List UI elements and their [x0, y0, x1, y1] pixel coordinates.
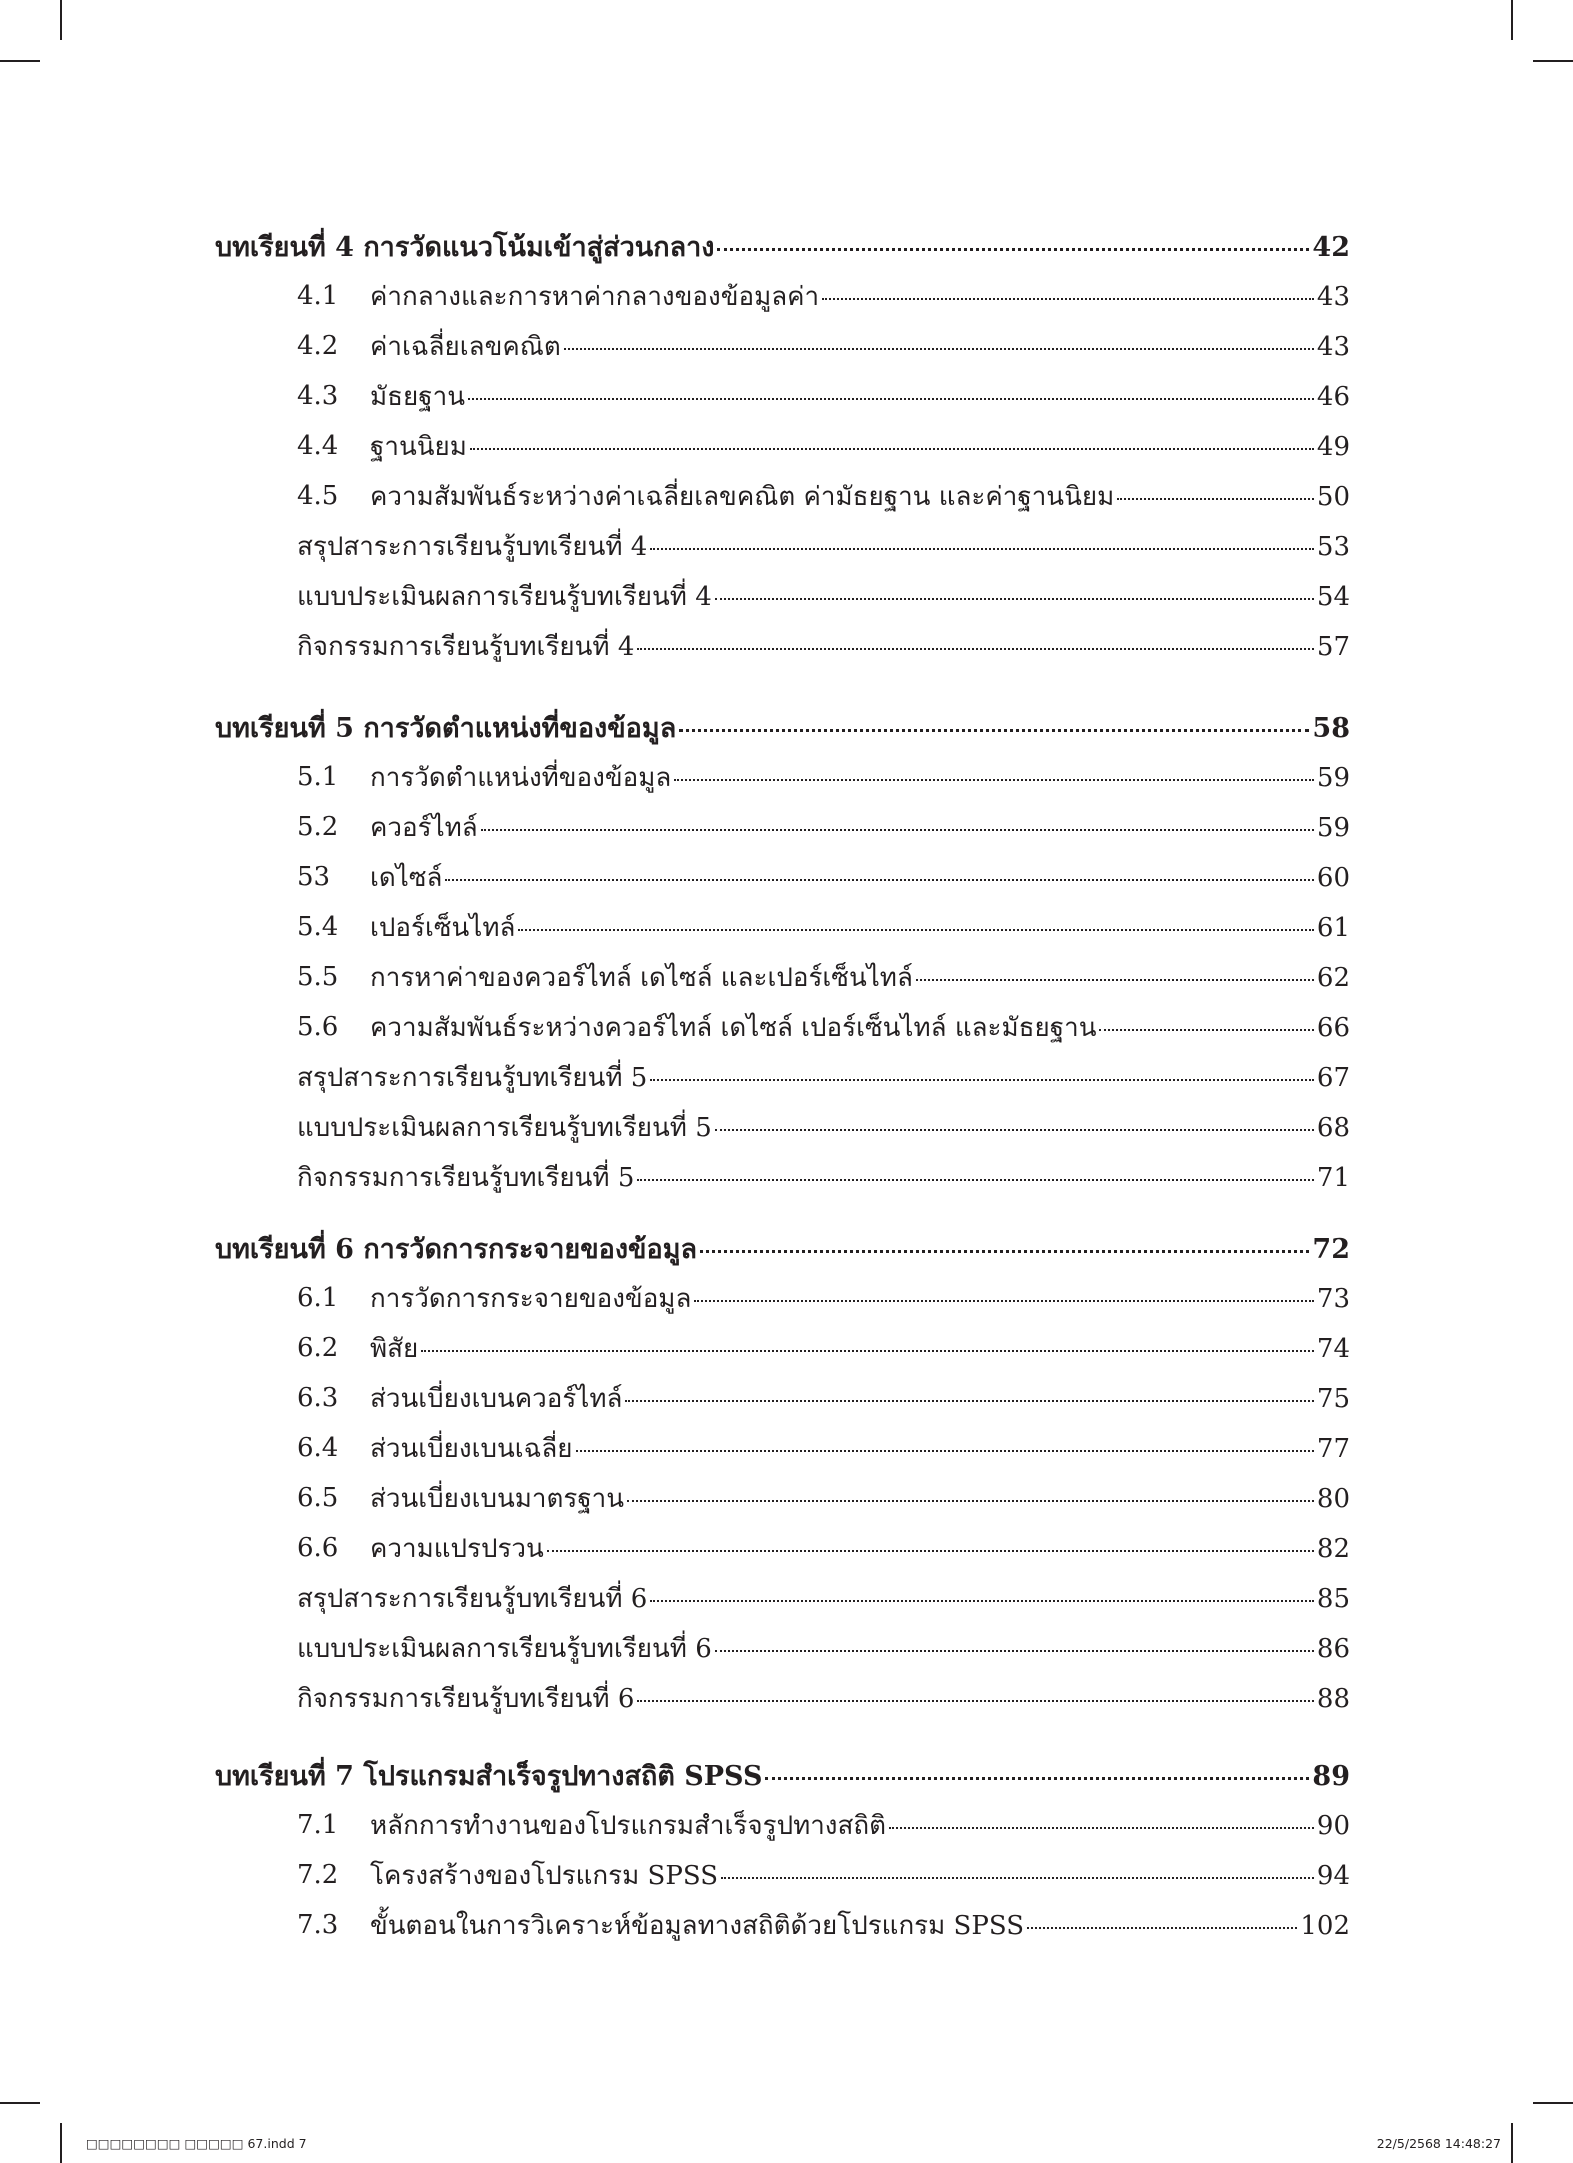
dot-leader — [421, 1350, 1314, 1352]
entry-line — [370, 757, 1350, 798]
dot-leader — [715, 1129, 1314, 1131]
dot-leader — [637, 1700, 1314, 1702]
toc-summary-entry — [0, 524, 1573, 568]
toc-section-entry — [0, 955, 1573, 999]
entry-title: สรุปสาระการเรียนรู้บทเรียนที่ 4 — [297, 531, 648, 562]
dot-leader — [445, 879, 1313, 881]
entry-line — [297, 1578, 1350, 1619]
entry-line — [370, 907, 1350, 948]
entry-title: บทเรียนที่ 7 โปรแกรมสำเร็จรูปทางสถิติ SPSS — [215, 1760, 763, 1792]
entry-title: สรุปสาระการเรียนรู้บทเรียนที่ 6 — [297, 1583, 648, 1614]
page-number: 102 — [1300, 1910, 1350, 1941]
toc-summary-entry — [0, 1626, 1573, 1670]
dot-leader — [717, 248, 1309, 251]
entry-line — [297, 1057, 1350, 1098]
page-number: 67 — [1316, 1062, 1350, 1093]
entry-line — [297, 1678, 1350, 1719]
entry-title: กิจกรรมการเรียนรู้บทเรียนที่ 5 — [297, 1162, 635, 1193]
toc-section-entry — [0, 1803, 1573, 1847]
page-number: 62 — [1316, 962, 1350, 993]
dot-leader — [481, 829, 1314, 831]
toc-section-entry — [0, 1376, 1573, 1420]
chapter-heading — [0, 705, 1573, 749]
entry-title: ควอร์ไทล์ — [370, 812, 478, 843]
page-number: 73 — [1316, 1283, 1350, 1314]
page-number: 61 — [1316, 912, 1350, 943]
entry-title: ขั้นตอนในการวิเคราะห์ข้อมูลทางสถิติด้วยโปรแกรม SPSS — [370, 1910, 1025, 1941]
dot-leader — [679, 729, 1309, 732]
entry-title: ค่าเฉลี่ยเลขคณิต — [370, 331, 561, 362]
dot-leader — [576, 1450, 1314, 1452]
page-number: 85 — [1316, 1583, 1350, 1614]
page-number: 57 — [1316, 631, 1350, 662]
dot-leader — [721, 1877, 1314, 1879]
chapter-heading — [0, 1753, 1573, 1797]
entry-line — [370, 1805, 1350, 1846]
entry-line — [370, 1855, 1350, 1896]
page-number: 46 — [1316, 381, 1350, 412]
dot-leader — [1117, 498, 1314, 500]
entry-line — [215, 706, 1350, 749]
entry-title: โครงสร้างของโปรแกรม SPSS — [370, 1860, 719, 1891]
entry-title: มัธยฐาน — [370, 381, 465, 412]
page-number: 89 — [1312, 1760, 1350, 1792]
slug-filename: □□□□□□□□ □□□□□ 67.indd 7 — [86, 2136, 307, 2151]
entry-line — [370, 476, 1350, 517]
entry-title: กิจกรรมการเรียนรู้บทเรียนที่ 4 — [297, 631, 635, 662]
section-number: 5.1 — [297, 762, 339, 792]
page-number: 77 — [1316, 1433, 1350, 1464]
dot-leader — [637, 648, 1314, 650]
section-number: 5.5 — [297, 962, 339, 992]
entry-title: ความสัมพันธ์ระหว่างค่าเฉลี่ยเลขคณิต ค่ามัธยฐาน และค่าฐานนิยม — [370, 481, 1115, 512]
page-number: 58 — [1312, 712, 1350, 744]
section-number: 6.6 — [297, 1533, 339, 1563]
toc-section-entry — [0, 324, 1573, 368]
dot-leader — [468, 398, 1314, 400]
entry-title: ฐานนิยม — [370, 431, 467, 462]
toc-summary-entry — [0, 1676, 1573, 1720]
entry-line — [215, 1754, 1350, 1797]
toc-section-entry — [0, 1426, 1573, 1470]
dot-leader — [637, 1179, 1314, 1181]
section-number: 4.4 — [297, 431, 339, 461]
dot-leader — [715, 1650, 1314, 1652]
section-number: 7.3 — [297, 1910, 339, 1940]
dot-leader — [715, 598, 1314, 600]
toc-section-entry — [0, 805, 1573, 849]
page-number: 68 — [1316, 1112, 1350, 1143]
page-number: 86 — [1316, 1633, 1350, 1664]
entry-title: พิสัย — [370, 1333, 419, 1364]
entry-line — [215, 1227, 1350, 1270]
toc-section-entry — [0, 755, 1573, 799]
toc-section-entry — [0, 274, 1573, 318]
entry-title: สรุปสาระการเรียนรู้บทเรียนที่ 5 — [297, 1062, 648, 1093]
dot-leader — [564, 348, 1314, 350]
page-number: 59 — [1316, 812, 1350, 843]
entry-line — [297, 1157, 1350, 1198]
section-number: 4.2 — [297, 331, 339, 361]
entry-title: การวัดตำแหน่งที่ของข้อมูล — [370, 762, 672, 793]
section-number: 5.2 — [297, 812, 339, 842]
page-number: 49 — [1316, 431, 1350, 462]
page-number: 80 — [1316, 1483, 1350, 1514]
page-number: 90 — [1316, 1810, 1350, 1841]
entry-title: เดไซล์ — [370, 862, 443, 893]
crop-mark — [60, 2123, 62, 2163]
page-number: 75 — [1316, 1383, 1350, 1414]
toc-section-entry — [0, 905, 1573, 949]
page-number: 43 — [1316, 281, 1350, 312]
page-number: 88 — [1316, 1683, 1350, 1714]
crop-mark — [1511, 2123, 1513, 2163]
toc-summary-entry — [0, 624, 1573, 668]
entry-title: บทเรียนที่ 6 การวัดการกระจายของข้อมูล — [215, 1233, 698, 1265]
entry-line — [370, 376, 1350, 417]
dot-leader — [627, 1500, 1314, 1502]
dot-leader — [625, 1400, 1313, 1402]
toc-summary-entry — [0, 1055, 1573, 1099]
entry-line — [215, 225, 1350, 268]
dot-leader — [694, 1300, 1314, 1302]
toc-section-entry — [0, 1903, 1573, 1947]
page-number: 43 — [1316, 331, 1350, 362]
entry-line — [370, 1328, 1350, 1369]
entry-title: หลักการทำงานของโปรแกรมสำเร็จรูปทางสถิติ — [370, 1810, 887, 1841]
toc-section-entry — [0, 1276, 1573, 1320]
entry-line — [370, 1428, 1350, 1469]
toc-section-entry — [0, 474, 1573, 518]
toc-summary-entry — [0, 574, 1573, 618]
entry-title: ความสัมพันธ์ระหว่างควอร์ไทล์ เดไซล์ เปอร์เซ็นไทล์ และมัธยฐาน — [370, 1012, 1097, 1043]
dot-leader — [1099, 1029, 1313, 1031]
entry-title: กิจกรรมการเรียนรู้บทเรียนที่ 6 — [297, 1683, 635, 1714]
section-number: 7.2 — [297, 1860, 339, 1890]
page-number: 60 — [1316, 862, 1350, 893]
entry-title: การวัดการกระจายของข้อมูล — [370, 1283, 692, 1314]
entry-title: ค่ากลางและการหาค่ากลางของข้อมูลค่า — [370, 281, 820, 312]
entry-line — [370, 957, 1350, 998]
page-number: 74 — [1316, 1333, 1350, 1364]
toc-section-entry — [0, 1476, 1573, 1520]
entry-title: ส่วนเบี่ยงเบนมาตรฐาน — [370, 1483, 625, 1514]
section-number: 5.6 — [297, 1012, 339, 1042]
page-number: 71 — [1316, 1162, 1350, 1193]
entry-title: เปอร์เซ็นไทล์ — [370, 912, 516, 943]
page-number: 94 — [1316, 1860, 1350, 1891]
entry-title: บทเรียนที่ 5 การวัดตำแหน่งที่ของข้อมูล — [215, 712, 677, 744]
dot-leader — [916, 979, 1314, 981]
section-number: 4.5 — [297, 481, 339, 511]
entry-title: บทเรียนที่ 4 การวัดแนวโน้มเข้าสู่ส่วนกลาง — [215, 231, 715, 263]
entry-line — [370, 1528, 1350, 1569]
toc-section-entry — [0, 1005, 1573, 1049]
dot-leader — [765, 1777, 1309, 1780]
toc-section-entry — [0, 1853, 1573, 1897]
entry-line — [297, 1628, 1350, 1669]
crop-mark — [1533, 2102, 1573, 2104]
entry-title: แบบประเมินผลการเรียนรู้บทเรียนที่ 6 — [297, 1633, 712, 1664]
entry-title: ส่วนเบี่ยงเบนควอร์ไทล์ — [370, 1383, 623, 1414]
section-number: 4.3 — [297, 381, 339, 411]
dot-leader — [650, 548, 1314, 550]
entry-line — [370, 426, 1350, 467]
chapter-heading — [0, 224, 1573, 268]
entry-line — [370, 1905, 1350, 1946]
section-number: 7.1 — [297, 1810, 339, 1840]
page-number: 50 — [1316, 481, 1350, 512]
dot-leader — [650, 1600, 1314, 1602]
entry-line — [370, 1378, 1350, 1419]
page-number: 42 — [1312, 231, 1350, 263]
toc-summary-entry — [0, 1155, 1573, 1199]
entry-title: แบบประเมินผลการเรียนรู้บทเรียนที่ 5 — [297, 1112, 712, 1143]
page-number: 72 — [1312, 1233, 1350, 1265]
toc-section-entry — [0, 1526, 1573, 1570]
toc-section-entry — [0, 374, 1573, 418]
section-number: 6.3 — [297, 1383, 339, 1413]
entry-line — [297, 1107, 1350, 1148]
section-number: 5.4 — [297, 912, 339, 942]
toc-section-entry — [0, 424, 1573, 468]
entry-title: ความแปรปรวน — [370, 1533, 544, 1564]
entry-line — [297, 576, 1350, 617]
page-number: 59 — [1316, 762, 1350, 793]
section-number: 4.1 — [297, 281, 339, 311]
dot-leader — [518, 929, 1313, 931]
entry-line — [370, 326, 1350, 367]
entry-title: แบบประเมินผลการเรียนรู้บทเรียนที่ 4 — [297, 581, 712, 612]
entry-line — [370, 1478, 1350, 1519]
section-number: 6.4 — [297, 1433, 339, 1463]
toc-summary-entry — [0, 1105, 1573, 1149]
dot-leader — [674, 779, 1314, 781]
section-number: 53 — [297, 862, 331, 892]
entry-title: การหาค่าของควอร์ไทล์ เดไซล์ และเปอร์เซ็นไทล์ — [370, 962, 913, 993]
slug-timestamp: 22/5/2568 14:48:27 — [1376, 2136, 1501, 2151]
dot-leader — [889, 1827, 1314, 1829]
dot-leader — [650, 1079, 1314, 1081]
entry-line — [297, 626, 1350, 667]
chapter-heading — [0, 1226, 1573, 1270]
crop-mark — [0, 2102, 40, 2104]
dot-leader — [822, 298, 1314, 300]
section-number: 6.1 — [297, 1283, 339, 1313]
page-number: 53 — [1316, 531, 1350, 562]
entry-line — [370, 1278, 1350, 1319]
entry-title: ส่วนเบี่ยงเบนเฉลี่ย — [370, 1433, 573, 1464]
dot-leader — [547, 1550, 1314, 1552]
dot-leader — [470, 448, 1314, 450]
section-number: 6.2 — [297, 1333, 339, 1363]
entry-line — [370, 276, 1350, 317]
page-number: 82 — [1316, 1533, 1350, 1564]
entry-line — [370, 807, 1350, 848]
entry-line — [370, 1007, 1350, 1048]
toc-section-entry — [0, 855, 1573, 899]
toc-summary-entry — [0, 1576, 1573, 1620]
dot-leader — [700, 1250, 1309, 1253]
section-number: 6.5 — [297, 1483, 339, 1513]
dot-leader — [1027, 1927, 1297, 1929]
toc-section-entry — [0, 1326, 1573, 1370]
page-number: 66 — [1316, 1012, 1350, 1043]
entry-line — [297, 526, 1350, 567]
entry-line — [370, 857, 1350, 898]
page-number: 54 — [1316, 581, 1350, 612]
